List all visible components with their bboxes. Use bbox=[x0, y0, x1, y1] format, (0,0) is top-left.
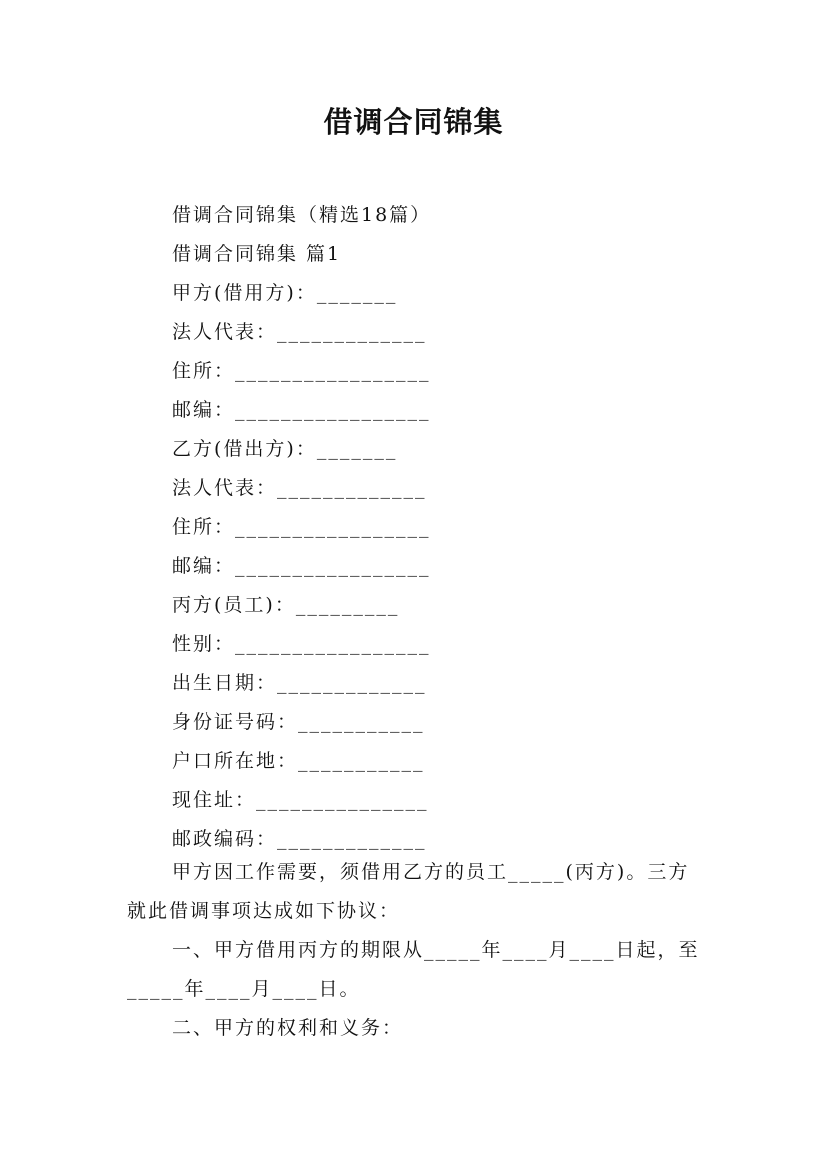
field-line: 身份证号码：___________ bbox=[172, 711, 425, 733]
field-line: 出生日期：_____________ bbox=[172, 672, 427, 694]
field-line: 性别：_________________ bbox=[172, 633, 431, 655]
field-line: 法人代表：_____________ bbox=[172, 321, 427, 343]
section-heading: 借调合同锦集 篇1 bbox=[172, 243, 342, 265]
field-line: 邮政编码：_____________ bbox=[172, 828, 427, 850]
body-paragraph bbox=[127, 853, 707, 931]
field-line: 户口所在地：___________ bbox=[172, 750, 425, 772]
paragraph-text: 甲方因工作需要，须借用乙方的员工_____(丙方)。三方就此借调事项达成如下协议： bbox=[127, 861, 690, 922]
field-line: 邮编：_________________ bbox=[172, 399, 431, 421]
paragraph-text: 一、甲方借用丙方的期限从_____年____月____日起，至_____年____月____日。 bbox=[127, 939, 700, 1000]
field-line: 现住址：_______________ bbox=[172, 789, 429, 811]
field-line: 丙方(员工)：_________ bbox=[172, 594, 400, 616]
paragraph-text: 二、甲方的权利和义务： bbox=[172, 1017, 404, 1039]
document-subtitle: 借调合同锦集（精选18篇） bbox=[172, 204, 432, 226]
field-line: 邮编：_________________ bbox=[172, 555, 431, 577]
body-paragraph bbox=[127, 931, 707, 1009]
document-title: 借调合同锦集 bbox=[323, 105, 504, 139]
field-line: 住所：_________________ bbox=[172, 360, 431, 382]
field-line: 乙方(借出方)：_______ bbox=[172, 438, 398, 460]
field-line: 住所：_________________ bbox=[172, 516, 431, 538]
field-line: 法人代表：_____________ bbox=[172, 477, 427, 499]
body-paragraph bbox=[127, 1009, 707, 1048]
field-line: 甲方(借用方)：_______ bbox=[172, 282, 398, 304]
